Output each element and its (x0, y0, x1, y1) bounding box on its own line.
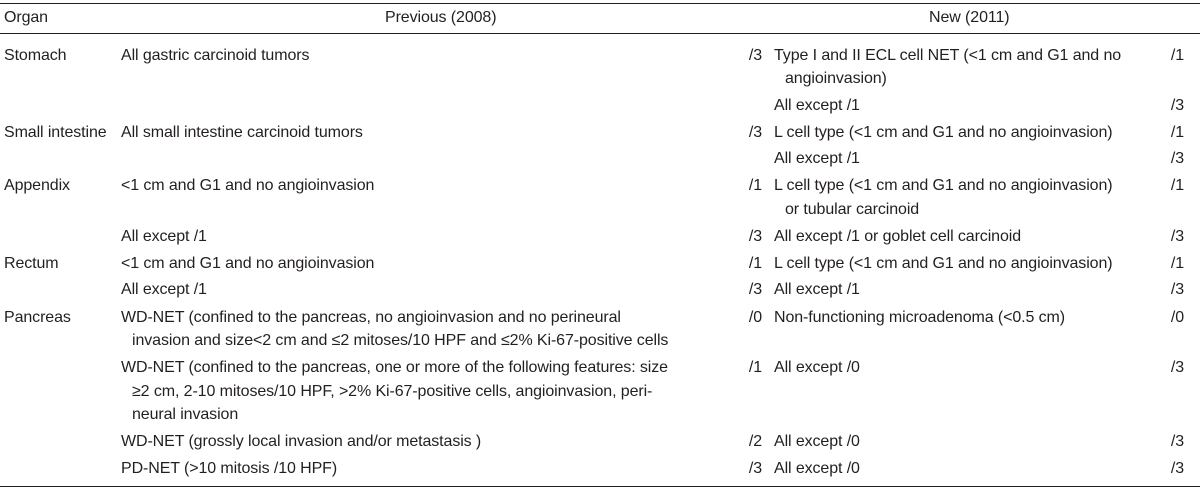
organ-cell: Small intestine (4, 124, 107, 141)
previous-cell: <1 cm and G1 and no angioinvasion (121, 177, 375, 194)
previous-code: /1 (748, 177, 762, 194)
new-cell: Non-functioning microadenoma (<0.5 cm) (774, 309, 1066, 326)
organ-cell: Rectum (4, 255, 59, 272)
previous-cell-line2: ≥2 cm, 2-10 mitoses/10 HPF, >2% Ki-67-positive cells, angioinvasion, peri- (132, 383, 653, 400)
new-cell: All except /1 (774, 150, 860, 167)
new-code: /3 (1170, 150, 1184, 167)
new-cell-line2: or tubular carcinoid (785, 201, 920, 218)
previous-cell: All except /1 (121, 228, 207, 245)
new-code: /3 (1170, 97, 1184, 114)
previous-code: /1 (748, 255, 762, 272)
previous-code: /3 (748, 124, 762, 141)
new-cell: L cell type (<1 cm and G1 and no angioinvasion) (774, 177, 1113, 194)
new-cell: All except /1 (774, 281, 860, 298)
new-code: /3 (1170, 460, 1184, 477)
top-rule (0, 3, 1200, 4)
new-cell: All except /0 (774, 359, 860, 376)
previous-code: /1 (748, 359, 762, 376)
previous-cell: WD-NET (confined to the pancreas, one or more of the following features: size (121, 359, 668, 376)
previous-code: /3 (748, 281, 762, 298)
previous-cell: All except /1 (121, 281, 207, 298)
new-cell: All except /0 (774, 433, 860, 450)
previous-cell: WD-NET (grossly local invasion and/or metastasis ) (121, 433, 482, 450)
previous-cell-line3: neural invasion (132, 406, 239, 423)
new-cell: L cell type (<1 cm and G1 and no angioinvasion) (774, 124, 1113, 141)
new-code: /0 (1170, 309, 1184, 326)
new-cell: Type I and II ECL cell NET (<1 cm and G1 and no (774, 47, 1122, 64)
new-code: /1 (1170, 177, 1184, 194)
organ-cell: Appendix (4, 177, 70, 194)
previous-cell: WD-NET (confined to the pancreas, no angioinvasion and no perineural (121, 309, 621, 326)
header-rule (0, 33, 1200, 34)
header-new: New (2011) (929, 9, 1010, 26)
new-code: /3 (1170, 281, 1184, 298)
new-code: /3 (1170, 228, 1184, 245)
new-code: /3 (1170, 359, 1184, 376)
new-code: /1 (1170, 124, 1184, 141)
previous-cell: All gastric carcinoid tumors (121, 47, 310, 64)
new-cell: All except /1 or goblet cell carcinoid (774, 228, 1021, 245)
new-code: /1 (1170, 47, 1184, 64)
new-code: /3 (1170, 433, 1184, 450)
previous-code: /3 (748, 460, 762, 477)
previous-code: /3 (748, 228, 762, 245)
new-cell: All except /1 (774, 97, 860, 114)
new-cell: All except /0 (774, 460, 860, 477)
previous-cell: <1 cm and G1 and no angioinvasion (121, 255, 375, 272)
bottom-rule (0, 486, 1200, 487)
organ-cell: Pancreas (4, 309, 71, 326)
previous-cell: All small intestine carcinoid tumors (121, 124, 363, 141)
previous-cell-line2: invasion and size<2 cm and ≤2 mitoses/10 HPF and ≤2% Ki-67-positive cells (132, 332, 669, 349)
organ-cell: Stomach (4, 47, 67, 64)
header-previous: Previous (2008) (385, 9, 497, 26)
previous-code: /2 (748, 433, 762, 450)
header-organ: Organ (4, 9, 48, 26)
previous-code: /3 (748, 47, 762, 64)
new-cell: L cell type (<1 cm and G1 and no angioinvasion) (774, 255, 1113, 272)
new-cell-line2: angioinvasion) (785, 70, 887, 87)
previous-code: /0 (748, 309, 762, 326)
new-code: /1 (1170, 255, 1184, 272)
previous-cell: PD-NET (>10 mitosis /10 HPF) (121, 460, 338, 477)
